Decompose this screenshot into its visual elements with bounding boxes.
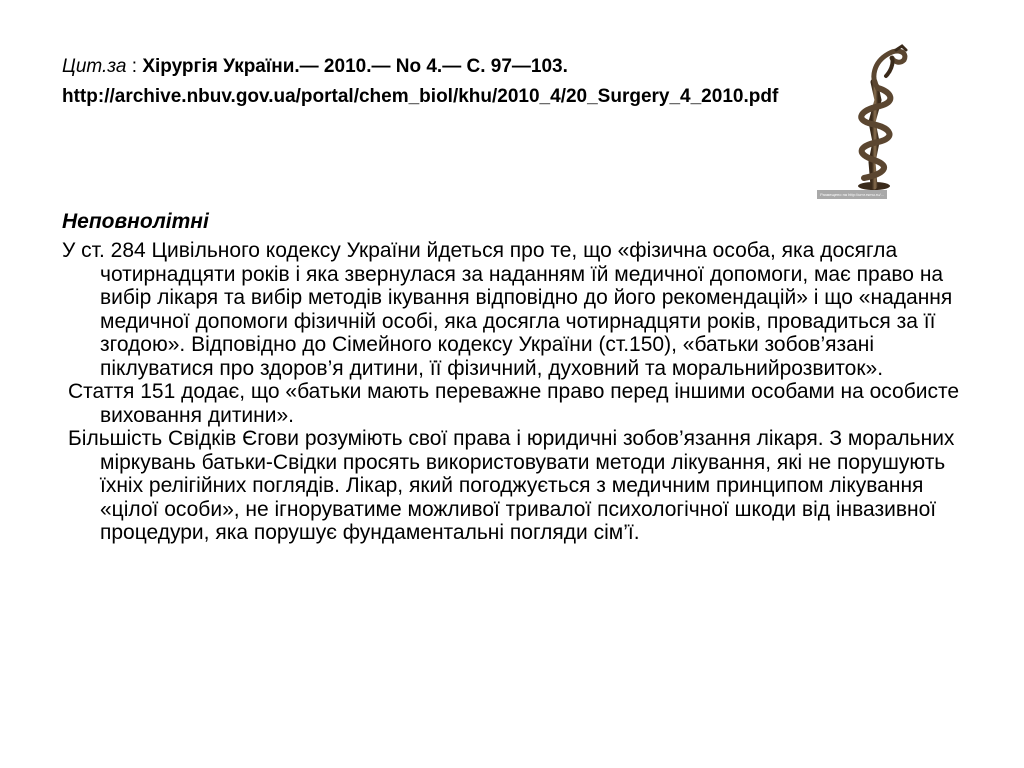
citation-line [62, 52, 816, 82]
snake-staff-icon [812, 42, 910, 202]
citation-separator: : [126, 56, 143, 77]
paragraph-article-151: Стаття 151 додає, що «батьки мають переважне право перед іншими особами на особисте виховання дитини». [68, 380, 960, 427]
paragraph-jehovahs-witnesses: Більшість Свідків Єгови розуміють свої права і юридичні зобов’язання лікаря. З моральних міркувань батьки-Свідки просять використовувати методи лікування, які не порушують їхніх релігійних поглядів. Лікар, який погоджується з медичним принципом лікування «цілої особи», не ігноруватиме можливої тривалої психологічної шкоди від інвазивної процедури, яка порушує фундаментальні погляди сім’ї. [68, 427, 955, 544]
citation-source: Хірургія України.— 2010.— No 4.— С. 97—103. [142, 56, 568, 77]
citation-url: http://archive.nbuv.gov.ua/portal/chem_biol/khu/2010_4/20_Surgery_4_2010.pdf [62, 86, 779, 107]
image-caption: Размещено на http://umr.rsmu.ru/... [817, 190, 887, 199]
citation-header [62, 52, 816, 112]
section-title: Неповнолітні [62, 210, 209, 233]
paragraph-civil-code: У ст. 284 Цивільного кодексу України йдеться про те, що «фізична особа, яка досягла чотирнадцяти років і яка звернулася за наданням їй медичної допомоги, має право на вибір лікаря та вибір методів ікування відповідно до його рекомендацій» і що «надання медичної допомоги фізичній особі, яка досягла чотирнадцяти років, провадиться за її згодою». Відповідно до Сімейного кодексу України (ст.150), «батьки зобов’язані піклуватися про здоров’я дитини, її фізичний, духовний та моральнийрозвиток». [62, 239, 953, 380]
snake-staff-image [812, 42, 910, 202]
main-content [62, 210, 967, 545]
citation-label: Цит.за [62, 56, 127, 77]
